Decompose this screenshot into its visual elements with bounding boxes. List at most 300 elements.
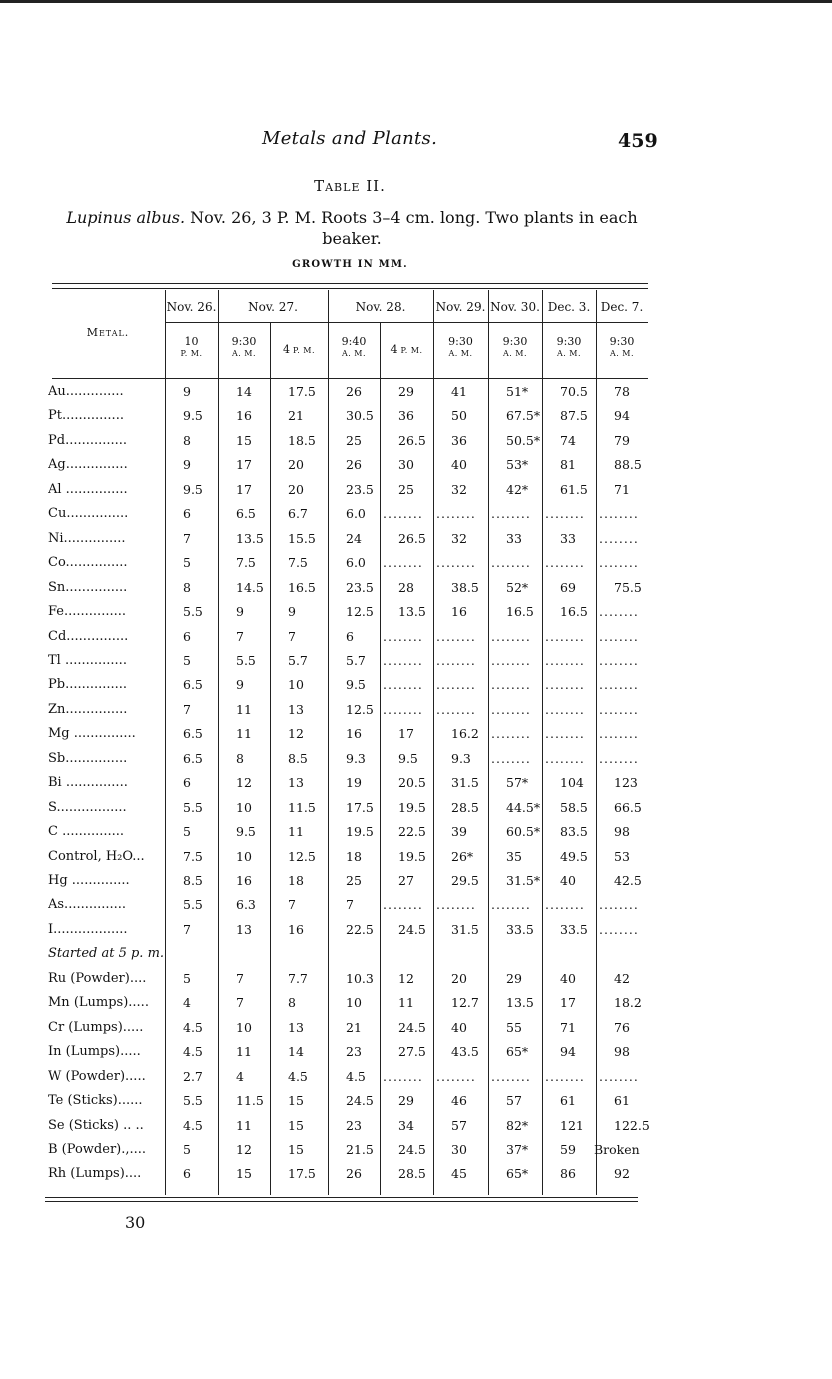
metal-label: Ag...............	[48, 457, 128, 473]
growth-value: 123	[614, 775, 638, 791]
date-underline	[488, 322, 542, 323]
growth-value: 61.5	[560, 481, 588, 497]
growth-value: 11	[398, 995, 414, 1011]
caption-text: Nov. 26, 3 P. M. Roots 3–4 cm. long. Two plants in each beaker.	[190, 208, 638, 248]
table-row	[0, 531, 832, 555]
growth-value: 9	[183, 384, 191, 399]
growth-value: 5.5	[183, 1093, 203, 1109]
date-header: Nov. 30.	[490, 300, 540, 314]
growth-value: ........	[491, 750, 531, 766]
growth-value: 30	[451, 1141, 467, 1157]
growth-value: ........	[436, 555, 476, 571]
growth-value: 24.5	[346, 1093, 374, 1109]
growth-value: 5.7	[288, 652, 308, 668]
growth-value: ........	[545, 1068, 585, 1084]
date-header: Nov. 29.	[435, 300, 486, 314]
growth-value: 12.5	[288, 848, 316, 864]
metal-label: Pd...............	[48, 432, 128, 448]
growth-value: 59	[560, 1141, 576, 1157]
growth-value: 10	[236, 1019, 252, 1035]
metal-label: Cu...............	[48, 506, 129, 522]
growth-value: 20.5	[398, 775, 426, 791]
growth-value: 30	[398, 457, 414, 473]
time-header	[270, 344, 328, 357]
date-header: Dec. 3.	[547, 300, 591, 314]
table-row	[0, 995, 832, 1019]
growth-value: 7	[183, 921, 191, 937]
growth-value: 23.5	[346, 579, 374, 595]
growth-value: ........	[545, 652, 585, 668]
growth-value: ........	[545, 897, 585, 913]
growth-value: 12.7	[451, 995, 479, 1011]
growth-value: ........	[599, 530, 639, 546]
date-header: Nov. 26.	[166, 300, 217, 314]
growth-value: 26.5	[398, 530, 426, 546]
growth-value: 49.5	[560, 848, 588, 864]
growth-value: 61	[560, 1093, 576, 1109]
growth-value: 23.5	[346, 481, 374, 497]
time-value: 9:30	[502, 335, 528, 348]
growth-value: 15	[236, 1166, 252, 1182]
growth-value: ........	[491, 677, 531, 693]
growth-value: 79	[614, 432, 630, 448]
table-row	[0, 946, 832, 970]
growth-value: 29	[506, 970, 522, 986]
growth-value: 33.5	[560, 921, 588, 937]
growth-value: 12	[236, 1141, 252, 1157]
growth-value: 40	[560, 970, 576, 986]
growth-value: 37*	[506, 1141, 529, 1157]
time-header	[380, 344, 433, 357]
growth-value: 50	[451, 408, 467, 424]
growth-value: 87.5	[560, 408, 588, 424]
growth-value: 5	[183, 652, 191, 668]
growth-value: 7.5	[236, 555, 256, 571]
growth-value: 5	[183, 1141, 191, 1157]
growth-value: 74	[560, 432, 576, 448]
table-row	[0, 922, 832, 946]
growth-value: 104	[560, 775, 584, 791]
date-header: Dec. 7.	[600, 300, 644, 314]
growth-value: 94	[614, 408, 630, 424]
time-period: A. M.	[448, 349, 473, 358]
growth-value: 32	[451, 481, 467, 497]
growth-value: ........	[383, 677, 423, 693]
growth-value: 17.5	[288, 384, 316, 399]
table-row	[0, 1142, 832, 1166]
growth-value: 71	[614, 481, 630, 497]
growth-value: 16.2	[451, 726, 479, 742]
growth-value: 17	[236, 457, 252, 473]
running-header-title: Metals and Plants.	[262, 128, 438, 149]
growth-value: ........	[436, 701, 476, 717]
growth-value: 9.5	[398, 750, 418, 766]
growth-value: 32	[451, 530, 467, 546]
metal-label: Started at 5 p. m.	[48, 946, 164, 962]
growth-value: 4.5	[346, 1068, 366, 1084]
growth-value: ........	[383, 506, 423, 522]
growth-value: 76	[614, 1019, 630, 1035]
table-row	[0, 800, 832, 824]
growth-value: 75.5	[614, 579, 642, 595]
metal-label: C ...............	[48, 824, 125, 840]
growth-value: ........	[491, 652, 531, 668]
growth-value: 40	[451, 457, 467, 473]
growth-value: ........	[545, 726, 585, 742]
growth-value: 94	[560, 1044, 576, 1060]
growth-value: 19.5	[398, 848, 426, 864]
metal-label: In (Lumps).....	[48, 1044, 141, 1060]
growth-value: 6.0	[346, 555, 366, 571]
growth-value: 16	[451, 604, 467, 620]
growth-value: 6	[183, 628, 191, 644]
growth-value: 19	[346, 775, 362, 791]
growth-value: 27	[398, 873, 414, 888]
growth-value: ........	[383, 628, 423, 644]
metal-label: Ni...............	[48, 530, 126, 546]
growth-value: 14	[236, 384, 252, 399]
growth-value: 18.5	[288, 432, 316, 448]
growth-value: ........	[491, 628, 531, 644]
growth-value: 13	[236, 921, 252, 937]
growth-value: 7.5	[288, 555, 308, 571]
growth-value: 29.5	[451, 873, 479, 888]
growth-value: 9	[288, 604, 296, 620]
growth-value: 17	[560, 995, 576, 1011]
growth-value: 16	[236, 408, 252, 424]
growth-value: 12	[236, 775, 252, 791]
time-period: P. M.	[400, 346, 423, 355]
growth-value: 13.5	[506, 995, 534, 1011]
growth-value: 6.5	[183, 750, 203, 766]
growth-value: 34	[398, 1117, 414, 1133]
growth-value: 13	[288, 1019, 304, 1035]
date-underline	[433, 322, 488, 323]
metal-label: Mg ...............	[48, 726, 136, 742]
growth-value: 7	[236, 628, 244, 644]
growth-value: 70.5	[560, 384, 588, 399]
growth-value: 7	[236, 995, 244, 1011]
table-title: Table II.	[314, 177, 386, 195]
growth-value: 13.5	[236, 530, 264, 546]
metal-label: Cd...............	[48, 628, 129, 644]
growth-value: ........	[491, 506, 531, 522]
time-header	[542, 336, 596, 360]
growth-value: 21	[288, 408, 304, 424]
growth-value: 11	[236, 701, 252, 717]
growth-value: 26	[346, 384, 362, 399]
growth-value: 33	[560, 530, 576, 546]
growth-value: 4	[236, 1068, 244, 1084]
metal-label: Co...............	[48, 555, 128, 571]
growth-value: 65*	[506, 1044, 529, 1060]
growth-value: 6.0	[346, 506, 366, 522]
growth-value: 35	[506, 848, 522, 864]
time-period: A. M.	[556, 349, 582, 358]
growth-value: 98	[614, 1044, 630, 1060]
metal-label: Zn...............	[48, 701, 128, 717]
caption-species: Lupinus albus.	[66, 208, 186, 227]
growth-value: 28	[398, 579, 414, 595]
growth-value: 20	[288, 481, 304, 497]
growth-value: 78	[614, 384, 630, 399]
growth-value: 17.5	[288, 1166, 316, 1182]
growth-value: 7.5	[183, 848, 203, 864]
growth-value: 8.5	[288, 750, 308, 766]
growth-value: 45	[451, 1166, 467, 1182]
metal-label: B (Powder).,....	[48, 1141, 147, 1157]
growth-value: 83.5	[560, 824, 588, 840]
time-header	[596, 336, 648, 360]
metal-label: Control, H₂O...	[48, 848, 145, 864]
growth-value: ........	[545, 628, 585, 644]
growth-value: 31.5*	[506, 873, 541, 888]
growth-value: ........	[599, 677, 639, 693]
date-underline	[596, 322, 648, 323]
table-row	[0, 506, 832, 530]
growth-value: 4.5	[288, 1068, 308, 1084]
growth-value: 42	[614, 970, 630, 986]
metal-label: As...............	[48, 897, 127, 913]
growth-value: ........	[599, 628, 639, 644]
growth-value: 7	[236, 970, 244, 986]
growth-value: 5.5	[236, 652, 256, 668]
table-row	[0, 677, 832, 701]
growth-value: ........	[599, 555, 639, 571]
growth-value: 51*	[506, 384, 529, 399]
growth-value: ........	[491, 897, 531, 913]
metal-label: Sb...............	[48, 750, 128, 766]
time-header	[488, 336, 542, 360]
growth-value: 71	[560, 1019, 576, 1035]
table-row	[0, 1118, 832, 1142]
growth-value: 7	[183, 530, 191, 546]
growth-value: 26	[346, 1166, 362, 1182]
growth-value: 55	[506, 1019, 522, 1035]
growth-value: ........	[436, 677, 476, 693]
growth-value: 6.5	[236, 506, 256, 522]
growth-value: 12.5	[346, 701, 374, 717]
growth-value: 5	[183, 970, 191, 986]
growth-value: 57*	[506, 775, 529, 791]
table-row	[0, 849, 832, 873]
growth-value: 17	[236, 481, 252, 497]
growth-value: 60.5*	[506, 824, 541, 840]
growth-value: 16	[288, 921, 304, 937]
growth-value: 31.5	[451, 775, 479, 791]
growth-value: ........	[383, 652, 423, 668]
growth-value: ........	[436, 652, 476, 668]
growth-value: 11.5	[288, 799, 316, 815]
growth-value: ........	[383, 1068, 423, 1084]
growth-value: 17.5	[346, 799, 374, 815]
table-row	[0, 384, 832, 408]
growth-value: 7	[183, 701, 191, 717]
table-row	[0, 1069, 832, 1093]
growth-value: 9.5	[183, 481, 203, 497]
growth-value: 28.5	[398, 1166, 426, 1182]
time-header	[218, 336, 270, 360]
growth-value: 6.5	[183, 726, 203, 742]
growth-value: 8	[183, 432, 191, 448]
growth-value: 23	[346, 1044, 362, 1060]
table-bottom-rule-2	[45, 1201, 638, 1202]
growth-value: 9	[236, 677, 244, 693]
growth-value: 121	[560, 1117, 584, 1133]
growth-value: 6.5	[183, 677, 203, 693]
growth-value: 15	[236, 432, 252, 448]
growth-value: 5.5	[183, 604, 203, 620]
growth-value: 6.7	[288, 506, 308, 522]
growth-value: 52*	[506, 579, 529, 595]
growth-value: 42.5	[614, 873, 642, 888]
growth-value: 10	[288, 677, 304, 693]
growth-value: 86	[560, 1166, 576, 1182]
growth-value: 6	[346, 628, 354, 644]
growth-value: ........	[436, 897, 476, 913]
table-row	[0, 1044, 832, 1068]
page-top-border	[0, 0, 832, 3]
table-row	[0, 751, 832, 775]
growth-value: 9	[236, 604, 244, 620]
metal-label: Hg ..............	[48, 873, 130, 888]
growth-value: 14	[288, 1044, 304, 1060]
growth-value: 28.5	[451, 799, 479, 815]
table-row	[0, 555, 832, 579]
growth-value: ........	[599, 604, 639, 620]
growth-value: 4.5	[183, 1019, 203, 1035]
growth-value: 38.5	[451, 579, 479, 595]
growth-value: 6.3	[236, 897, 256, 913]
table-row	[0, 971, 832, 995]
growth-value: 44.5*	[506, 799, 541, 815]
growth-value: 9.5	[183, 408, 203, 424]
time-header	[165, 336, 218, 360]
growth-value: 9.5	[346, 677, 366, 693]
growth-value: 17	[398, 726, 414, 742]
growth-value: 8	[236, 750, 244, 766]
growth-value: 29	[398, 1093, 414, 1109]
table-bottom-rule	[45, 1197, 638, 1198]
time-period: P. M.	[180, 349, 203, 358]
time-value: 9:40	[341, 335, 367, 348]
growth-value: ........	[545, 677, 585, 693]
growth-value: 4	[183, 995, 191, 1011]
growth-value: ........	[599, 897, 639, 913]
growth-value: 36	[451, 432, 467, 448]
growth-value: 98	[614, 824, 630, 840]
growth-value: 26*	[451, 848, 474, 864]
growth-value: 18	[288, 873, 304, 888]
growth-value: 53*	[506, 457, 529, 473]
table-row	[0, 873, 832, 897]
growth-value: 16	[236, 873, 252, 888]
growth-value: 13.5	[398, 604, 426, 620]
time-period: A. M.	[502, 349, 528, 358]
table-subtitle: GROWTH IN MM.	[292, 259, 408, 270]
date-underline	[542, 322, 596, 323]
table-row	[0, 482, 832, 506]
table-caption	[52, 207, 652, 249]
growth-value: 53	[614, 848, 630, 864]
growth-value: 25	[398, 481, 414, 497]
growth-value: 9	[183, 457, 191, 473]
time-period: A. M.	[231, 349, 257, 358]
metal-label: Mn (Lumps).....	[48, 995, 149, 1011]
growth-value: 13	[288, 775, 304, 791]
time-value: 9:30	[556, 335, 582, 348]
metal-label: Au..............	[48, 384, 124, 399]
growth-value: 22.5	[346, 921, 374, 937]
footer-signature: 30	[125, 1213, 146, 1232]
growth-value: 8.5	[183, 873, 203, 888]
growth-value: ........	[545, 506, 585, 522]
growth-value: ........	[599, 701, 639, 717]
growth-value: 18	[346, 848, 362, 864]
growth-value: 39	[451, 824, 467, 840]
header-bottom-rule	[52, 378, 648, 379]
growth-value: 6	[183, 506, 191, 522]
metal-label: Cr (Lumps).....	[48, 1019, 144, 1035]
growth-value: 42*	[506, 481, 529, 497]
growth-value: 15	[288, 1093, 304, 1109]
growth-value: 4.5	[183, 1044, 203, 1060]
growth-value: ........	[599, 921, 639, 937]
growth-value: ........	[491, 726, 531, 742]
metal-label: I..................	[48, 921, 128, 937]
growth-value: 66.5	[614, 799, 642, 815]
growth-value: 12	[398, 970, 414, 986]
growth-value: 21.5	[346, 1141, 374, 1157]
growth-value: 5	[183, 555, 191, 571]
growth-value: 10	[236, 799, 252, 815]
growth-value: 9.5	[236, 824, 256, 840]
growth-value: 33.5	[506, 921, 534, 937]
growth-value: 24	[346, 530, 362, 546]
table-row	[0, 824, 832, 848]
growth-value: ........	[599, 652, 639, 668]
growth-value: ........	[599, 1068, 639, 1084]
growth-value: 14.5	[236, 579, 264, 595]
growth-value: 92	[614, 1166, 630, 1182]
growth-value: 12	[288, 726, 304, 742]
table-row	[0, 775, 832, 799]
growth-value: 40	[560, 873, 576, 888]
growth-value: 19.5	[346, 824, 374, 840]
table-row	[0, 702, 832, 726]
time-period: P. M.	[292, 346, 316, 355]
growth-value: ........	[383, 701, 423, 717]
growth-value: 24.5	[398, 1019, 426, 1035]
growth-value: 13	[288, 701, 304, 717]
growth-value: 5.5	[183, 799, 203, 815]
date-underline	[165, 322, 218, 323]
table-row	[0, 433, 832, 457]
growth-value: 6	[183, 1166, 191, 1182]
table-row	[0, 580, 832, 604]
growth-value: 41	[451, 384, 467, 399]
growth-value: 88.5	[614, 457, 642, 473]
table-row	[0, 604, 832, 628]
time-value: 4	[390, 343, 398, 356]
metal-label: Bi ...............	[48, 775, 128, 791]
growth-value: ........	[491, 1068, 531, 1084]
table-top-rule	[52, 283, 648, 284]
growth-value: 81	[560, 457, 576, 473]
time-period: A. M.	[609, 349, 635, 358]
metal-column-header: Metal.	[86, 326, 130, 339]
metal-label: Pt...............	[48, 408, 124, 424]
